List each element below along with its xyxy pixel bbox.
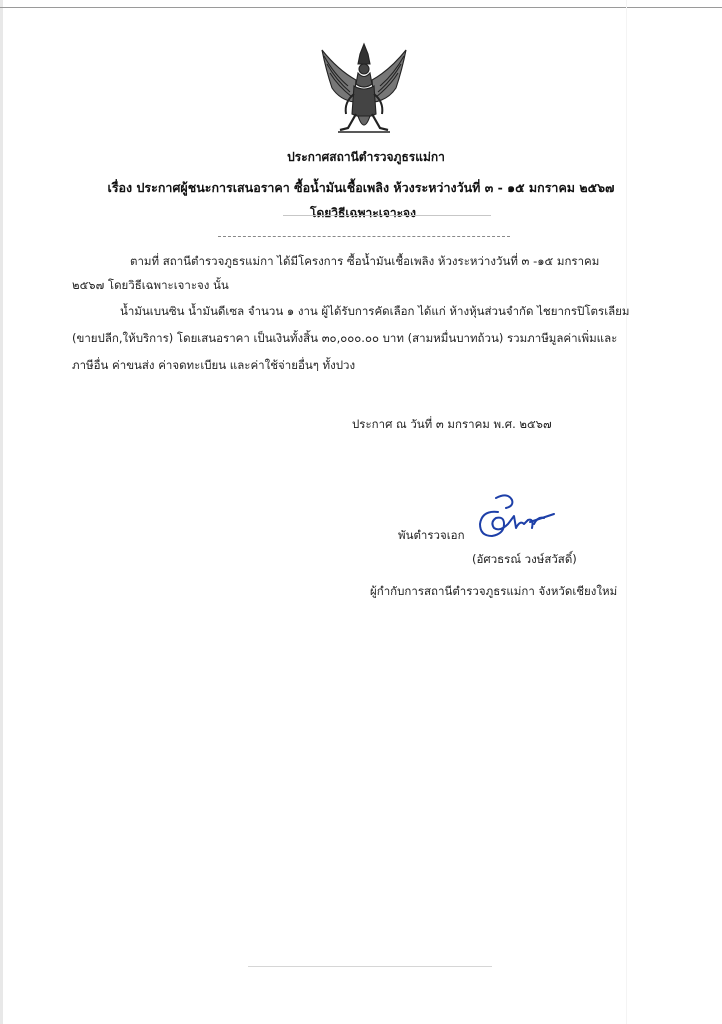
title-divider: [218, 236, 510, 237]
procurement-method: โดยวิธีเฉพาะเจาะจง: [310, 206, 416, 220]
signer-name: (อัศวธรณ์ วงษ์สวัสดิ์): [472, 552, 577, 566]
announcement-date: ประกาศ ณ วันที่ ๓ มกราคม พ.ศ. ๒๕๖๗: [352, 417, 552, 431]
body-line-4: (ขายปลีก,ให้บริการ) โดยเสนอราคา เป็นเงินทั้งสิ้น ๓๐,๐๐๐.๐๐ บาท (สามหมื่นบาทถ้วน) รวมภาษีมูลค่าเพิ่มและ: [72, 331, 618, 345]
announcement-subject: เรื่อง ประกาศผู้ชนะการเสนอราคา ซื้อน้ำมันเชื้อเพลิง ห้วงระหว่างวันที่ ๓ - ๑๕ มกราคม ๒๕๖๗: [107, 180, 615, 195]
footer-rule: [248, 966, 492, 967]
body-line-2: ๒๕๖๗ โดยวิธีเฉพาะเจาะจง นั้น: [72, 278, 229, 292]
handwritten-signature: [468, 490, 568, 550]
body-line-5: ภาษีอื่น ค่าขนส่ง ค่าจดทะเบียน และค่าใช้จ่ายอื่นๆ ทั้งปวง: [72, 358, 356, 372]
garuda-emblem-icon: [318, 40, 410, 140]
page-top-border: [0, 7, 722, 8]
body-line-1: ตามที่ สถานีตำรวจภูธรแม่กา ได้มีโครงการ ซื้อน้ำมันเชื้อเพลิง ห้วงระหว่างวันที่ ๓ -๑๕ มกราคม: [130, 254, 600, 268]
title-underline: [283, 215, 491, 216]
body-line-3: น้ำมันเบนซิน น้ำมันดีเซล จำนวน ๑ งาน ผู้ได้รับการคัดเลือก ได้แก่ ห้างหุ้นส่วนจำกัด ไชยากรปิโตรเลียม: [120, 304, 630, 318]
signer-position: ผู้กำกับการสถานีตำรวจภูธรแม่กา จังหวัดเชียงใหม่: [370, 584, 618, 598]
page-left-edge: [0, 0, 3, 1024]
announcement-title: ประกาศสถานีตำรวจภูธรแม่กา: [287, 150, 445, 164]
signer-rank: พันตำรวจเอก: [398, 528, 465, 542]
